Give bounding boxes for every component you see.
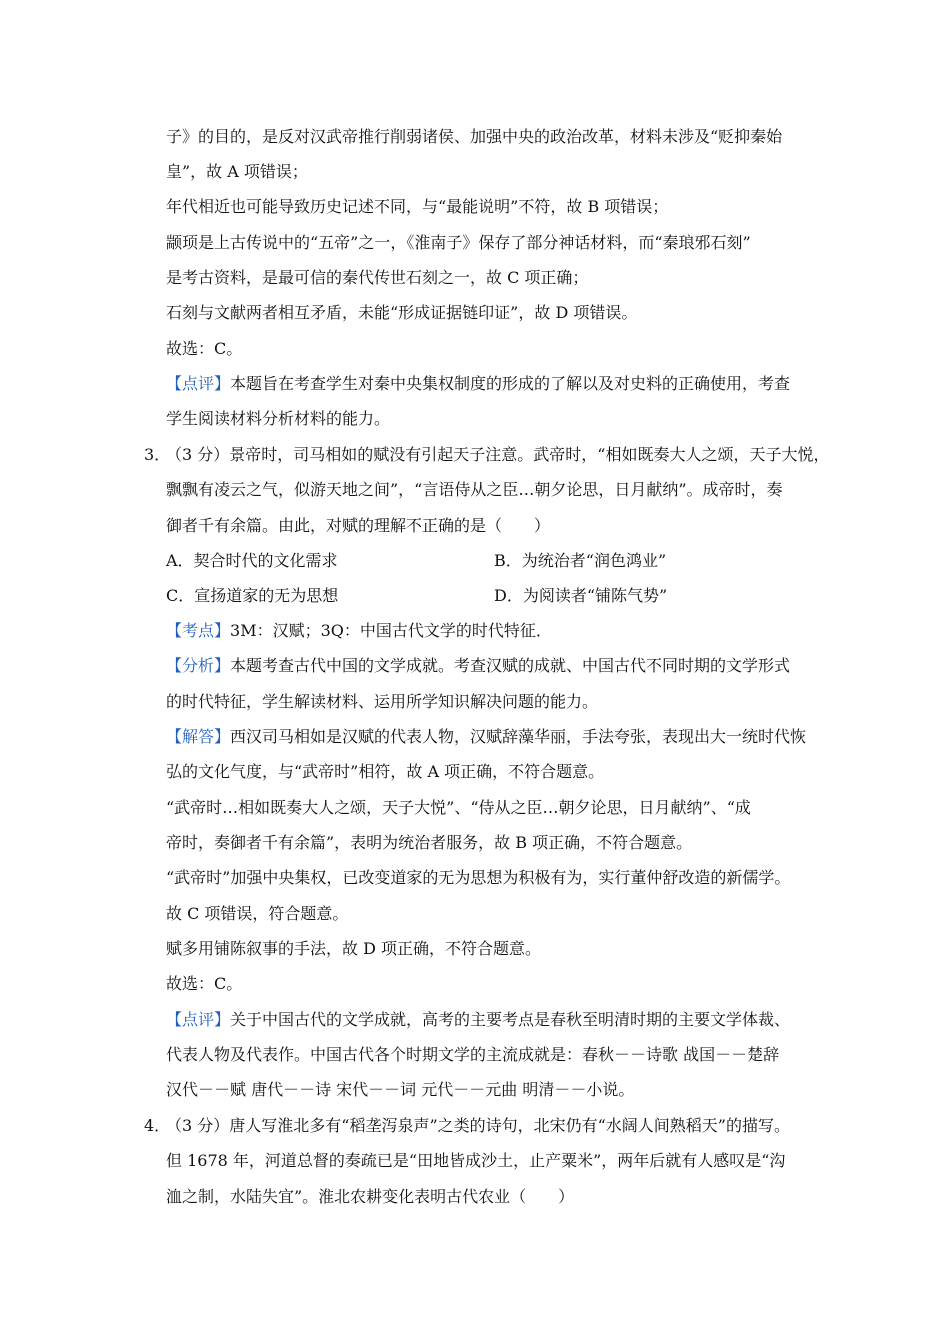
comment-text: 本题旨在考查学生对秦中央集权制度的形成的了解以及对史料的正确使用，考查 <box>230 374 791 393</box>
text-line: 颛顼是上古传说中的“五帝”之一，《淮南子》保存了部分神话材料，而“秦琅邪石刻” <box>166 233 751 252</box>
kaodian-tag: 【考点】 <box>166 621 231 640</box>
fenxi-line <box>166 656 790 676</box>
comment-tag: 【点评】 <box>166 1010 231 1029</box>
text-line: 赋多用铺陈叙事的手法，故 D 项正确，不符合题意。 <box>166 939 542 958</box>
fenxi-text: 本题考查古代中国的文学成就。考查汉赋的成就、中国古代不同时期的文学形式 <box>230 656 791 675</box>
option-c: C．宣扬道家的无为思想 <box>166 586 339 605</box>
jieda-tag: 【解答】 <box>166 727 231 746</box>
comment-tag: 【点评】 <box>166 374 231 393</box>
text-line: 汉代－－赋 唐代－－诗 宋代－－词 元代－－元曲 明清－－小说。 <box>166 1080 635 1099</box>
text-line: 故选：C。 <box>166 974 243 993</box>
text-line: 皇”，故 A 项错误； <box>166 162 308 181</box>
text-line: 帝时，奏御者千有余篇”，表明为统治者服务，故 B 项正确，不符合题意。 <box>166 833 693 852</box>
fenxi-tag: 【分析】 <box>166 656 231 675</box>
jieda-line <box>166 727 806 747</box>
option-b: B．为统治者“润色鸿业” <box>494 551 667 570</box>
question-number: 3． <box>144 445 171 464</box>
question-number: 4． <box>144 1116 171 1135</box>
question-stem-line: （3 分）景帝时，司马相如的赋没有引起天子注意。武帝时，“相如既奏大人之颂，天子大悦， <box>166 445 830 464</box>
comment-line <box>166 1010 790 1030</box>
text-line: 石刻与文献两者相互矛盾，未能“形成证据链印证”，故 D 项错误。 <box>166 303 638 322</box>
question-stem-line: 御者千有余篇。由此，对赋的理解不正确的是（ ） <box>166 516 551 535</box>
kaodian-text: 3M：汉赋；3Q：中国古代文学的时代特征． <box>230 621 552 640</box>
question-stem-line: （3 分）唐人写淮北多有“稻垄泻泉声”之类的诗句，北宋仍有“水阔人间熟稻天”的描写。 <box>166 1116 790 1135</box>
text-line: 弘的文化气度，与“武帝时”相符，故 A 项正确，不符合题意。 <box>166 762 605 781</box>
text-line: 的时代特征，学生解读材料、运用所学知识解决问题的能力。 <box>166 692 599 711</box>
text-line: 故选：C。 <box>166 339 243 358</box>
question-stem-line: 飘飘有凌云之气，似游天地之间”，“言语侍从之臣…朝夕论思，日月献纳”。成帝时，奏 <box>166 480 783 499</box>
text-line: 年代相近也可能导致历史记述不同，与“最能说明”不符，故 B 项错误； <box>166 197 669 216</box>
kaodian-line <box>166 621 552 641</box>
text-line: 故 C 项错误，符合题意。 <box>166 904 349 923</box>
option-d: D．为阅读者“铺陈气势” <box>494 586 668 605</box>
text-line: “武帝时…相如既奏大人之颂，天子大悦”、“侍从之臣…朝夕论思，日月献纳”、“成 <box>166 798 751 817</box>
text-line: 学生阅读材料分析材料的能力。 <box>166 409 391 428</box>
comment-text: 关于中国古代的文学成就，高考的主要考点是春秋至明清时期的主要文学体裁、 <box>230 1010 791 1029</box>
text-line: 子》的目的，是反对汉武帝推行削弱诸侯、加强中央的政治改革，材料未涉及“贬抑秦始 <box>166 127 783 146</box>
text-line: “武帝时”加强中央集权，已改变道家的无为思想为积极有为，实行董仲舒改造的新儒学。 <box>166 868 791 887</box>
text-line: 代表人物及代表作。中国古代各个时期文学的主流成就是：春秋－－诗歌 战国－－楚辞 <box>166 1045 780 1064</box>
question-stem-line: 但 1678 年，河道总督的奏疏已是“田地皆成沙土，止产粟米”，两年后就有人感叹是“沟 <box>166 1151 786 1170</box>
text-line: 是考古资料，是最可信的秦代传世石刻之一，故 C 项正确； <box>166 268 589 287</box>
comment-line <box>166 374 790 394</box>
question-stem-line: 洫之制，水陆失宜”。淮北农耕变化表明古代农业（ ） <box>166 1187 575 1206</box>
option-a: A．契合时代的文化需求 <box>166 551 338 570</box>
jieda-text: 西汉司马相如是汉赋的代表人物，汉赋辞藻华丽，手法夸张，表现出大一统时代恢 <box>230 727 807 746</box>
